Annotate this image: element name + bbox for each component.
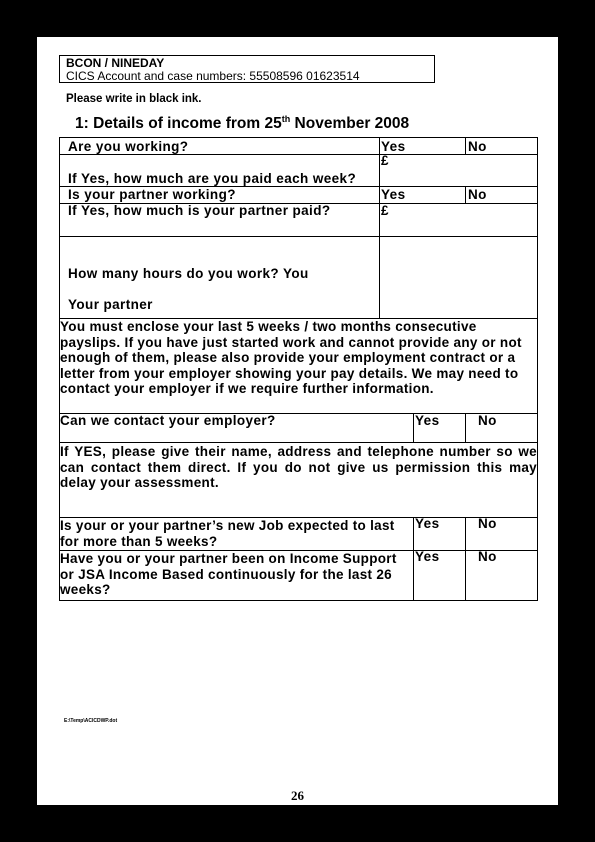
- pound-sign: £: [381, 203, 389, 218]
- working-question: Are you working?: [68, 139, 189, 154]
- working-yes-label: Yes: [381, 139, 406, 154]
- paid-week-amount-field[interactable]: [379, 154, 538, 187]
- payslips-notice: You must enclose your last 5 weeks / two months consecutive payslips. If you have just started work and cannot provide any or not enough of them, please also provide your employment contract or a letter from your employer showing your pay details. We may need to contact your employer if we require further information.: [60, 319, 522, 397]
- new-job-question: Is your or your partner’s new Job expected to last for more than 5 weeks?: [60, 518, 395, 549]
- new-job-no-checkbox[interactable]: [465, 517, 538, 551]
- ink-instruction: Please write in black ink.: [66, 93, 202, 105]
- income-support-yes-label: Yes: [415, 549, 440, 564]
- hours-answer-field[interactable]: [379, 236, 538, 319]
- new-job-no-label: No: [478, 516, 497, 531]
- form-page: [37, 37, 558, 805]
- income-support-no-label: No: [478, 549, 497, 564]
- contact-question: Can we contact your employer?: [60, 413, 276, 428]
- reference-code: BCON / NINEDAY: [66, 56, 165, 70]
- contact-no-label: No: [478, 413, 497, 428]
- paid-week-question: If Yes, how much are you paid each week?: [68, 171, 357, 186]
- working-no-label: No: [468, 139, 487, 154]
- partner-paid-amount-field[interactable]: [379, 203, 538, 237]
- contact-no-checkbox[interactable]: [465, 413, 538, 443]
- hours-partner-label: Your partner: [68, 297, 153, 312]
- account-case-numbers: CICS Account and case numbers: 55508596 01623514: [66, 69, 360, 83]
- new-job-yes-label: Yes: [415, 516, 440, 531]
- partner-working-question: Is your partner working?: [68, 187, 236, 202]
- reference-box: [59, 55, 435, 83]
- contact-yes-label: Yes: [415, 413, 440, 428]
- template-file-path: E:\Temp\ACICDWP.dot: [64, 718, 118, 724]
- partner-working-yes-label: Yes: [381, 187, 406, 202]
- section-title: 1: Details of income from 25th November 2008: [75, 114, 410, 133]
- page-number: 26: [291, 788, 304, 803]
- income-support-question: Have you or your partner been on Income Support or JSA Income Based continuously for the last 26 weeks?: [60, 551, 397, 598]
- hours-question: How many hours do you work? You: [68, 266, 309, 281]
- income-support-no-checkbox[interactable]: [465, 550, 538, 601]
- partner-working-no-label: No: [468, 187, 487, 202]
- pound-sign: £: [381, 153, 389, 168]
- employer-details-instruction: If YES, please give their name, address and telephone number so we can contact them direct. If you do not give us permission this may delay your assessment.: [60, 444, 537, 491]
- partner-paid-question: If Yes, how much is your partner paid?: [68, 203, 331, 218]
